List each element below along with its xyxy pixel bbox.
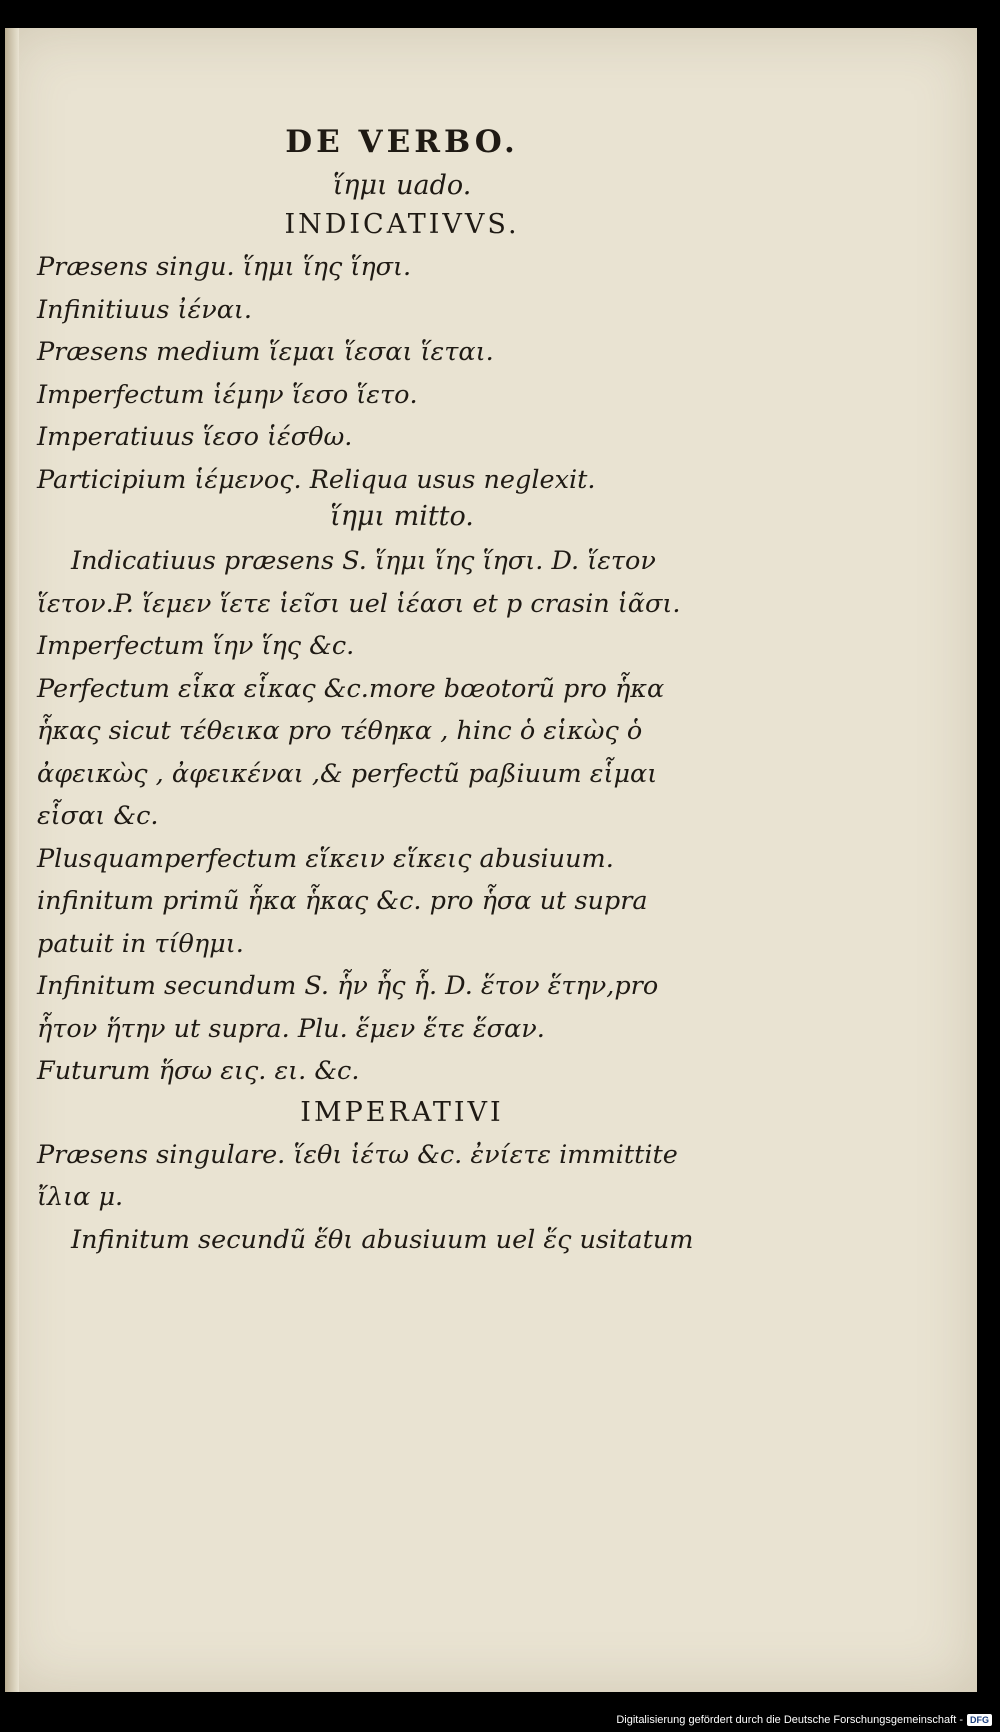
text-line: ἵετον.P. ἵεμεν ἵετε ἱεῖσι uel ἱέασι et p crasin ἱᾶσι. [37, 588, 681, 619]
footer-text: Digitalisierung gefördert durch die Deutsche Forschungsgemeinschaft - [616, 1714, 963, 1726]
text-line: Præsens singu. ἵημι ἵης ἵησι. [37, 252, 412, 282]
text-line: infinitum primũ ἧκα ἧκας &c. pro ἧσα ut supra [37, 886, 648, 916]
text-line: Futurum ἥσω εις. ει. &c. [37, 1056, 360, 1086]
dfg-logo: DFG [967, 1714, 992, 1726]
text-line: Imperfectum ἱέμην ἵεσο ἵετο. [37, 379, 418, 410]
text-line: Imperatiuus ἵεσο ἱέσθω. [37, 422, 353, 452]
text-line: εἷσαι &c. [37, 801, 159, 831]
text-line: Imperfectum ἵην ἵης &c. [37, 631, 355, 661]
page-spine-shadow [5, 28, 19, 1692]
digitization-footer [616, 1714, 992, 1726]
text-line: Infinitiuus ἰέναι. [37, 294, 253, 325]
text-line: Perfectum εἷκα εἷκας &c.more bœotorũ pro ἧκα [37, 673, 665, 704]
lemma-heading: ἵημι mitto. [330, 501, 474, 532]
text-line: Infinitum secundũ ἕθι abusiuum uel ἕς usitatum [71, 1224, 694, 1255]
text-line: ἀφεικὼς , ἀφεικέναι ,& perfectũ paßiuum εἷμαι [37, 758, 658, 789]
text-line: Participium ἱέμενος. Reliqua usus neglexit. [37, 464, 596, 495]
text-line: Plusquamperfectum εἵκειν εἵκεις abusiuum. [37, 843, 614, 874]
text-line: Præsens singulare. ἵεθι ἱέτω &c. ἐνίετε immittite [37, 1139, 678, 1170]
text-line: ἧτον ἥτην ut supra. Plu. ἕμεν ἕτε ἕσαν. [37, 1013, 545, 1044]
text-block [37, 124, 727, 1261]
section-heading-indicativus: INDICATIVVS. [284, 209, 520, 240]
text-line: Indicatiuus præsens S. ἵημι ἵης ἵησι. D. ἵετον [71, 546, 656, 576]
section-heading-imperativi: IMPERATIVI [300, 1096, 504, 1128]
lemma-heading: ἵημι uado. [332, 170, 472, 201]
running-head: DE VERBO. [285, 124, 519, 160]
text-line: Infinitum secundum S. ἧν ἧς ἧ. D. ἕτον ἕτην,pro [37, 971, 659, 1001]
book-page [5, 28, 977, 1692]
text-line: patuit in τίθημι. [37, 928, 244, 959]
text-line: ἧκας sicut τέθεικα pro τέθηκα , hinc ὁ εἱκὼς ὁ [37, 716, 643, 746]
text-line: Præsens medium ἵεμαι ἵεσαι ἵεται. [37, 337, 494, 367]
text-line: ἴλια μ. [37, 1182, 124, 1212]
